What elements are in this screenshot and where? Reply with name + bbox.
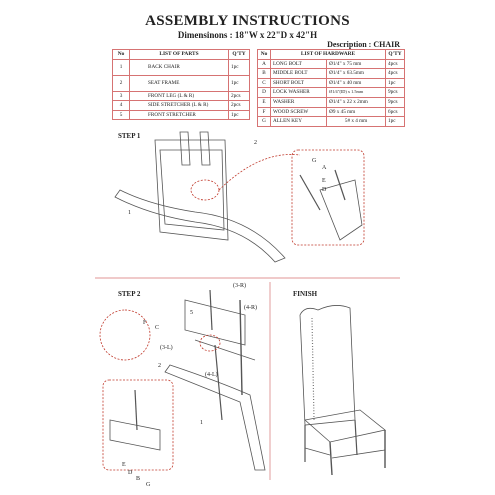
callout-4l: (4-L) [205, 372, 218, 378]
part-qty: 1pc [229, 75, 250, 91]
finish-chair-drawing [300, 305, 385, 475]
callout-1-step1: 1 [128, 210, 131, 216]
step1-chair-drawing [115, 132, 364, 262]
hardware-qty: 4pcs [386, 69, 405, 79]
hardware-qty: 1pc [386, 117, 405, 127]
part-qty: 1pc [229, 59, 250, 75]
part-name: FRONT LEG (L & R) [130, 91, 229, 101]
hardware-qty: 6pcs [386, 107, 405, 117]
step1-label: STEP 1 [118, 132, 141, 140]
part-no: 4 [113, 101, 130, 111]
hardware-spec: Ø1/4" x 40 mm [327, 78, 386, 88]
part-name: SEAT FRAME [130, 75, 229, 91]
hardware-no: A [258, 59, 271, 69]
part-name: SIDE STRETCHER (L & R) [130, 101, 229, 111]
hardware-qty: 9pcs [386, 88, 405, 98]
hardware-name: MIDDLE BOLT [271, 69, 327, 79]
step2-chair-drawing [100, 290, 265, 470]
parts-header-no: No [113, 50, 130, 60]
part-qty: 2pcs [229, 101, 250, 111]
hardware-header-name: LIST OF HARDWARE [271, 50, 386, 60]
part-no: 2 [113, 75, 130, 91]
part-no: 5 [113, 110, 130, 120]
step2-label: STEP 2 [118, 290, 141, 298]
part-no: 3 [113, 91, 130, 101]
callout-3r: (3-R) [233, 283, 246, 289]
callout-g-step2: G [146, 482, 151, 488]
hardware-name: LOCK WASHER [271, 88, 327, 98]
part-name: BACK CHAIR [130, 59, 229, 75]
part-no: 1 [113, 59, 130, 75]
parts-header-qty: Q'TY [229, 50, 250, 60]
finish-label: FINISH [293, 290, 318, 298]
hardware-no: B [258, 69, 271, 79]
part-qty: 2pcs [229, 91, 250, 101]
callout-e-step1: E [322, 178, 326, 184]
callout-a-step1: A [322, 165, 327, 171]
callout-b-step2: B [136, 476, 141, 482]
dimensions-text: Dimensinons : 18"W x 22"D x 42"H [177, 30, 318, 40]
description-text: Description : CHAIR [327, 40, 400, 49]
callout-g-step1: G [312, 158, 317, 164]
hardware-spec: Ø9 x 45 mm [327, 107, 386, 117]
callout-5: 5 [190, 310, 193, 316]
hardware-spec: Ø1/4"(ID) x 1.5mm [327, 88, 386, 98]
hardware-qty: 4pcs [386, 59, 405, 69]
callout-f: F [143, 320, 147, 326]
hardware-spec: 5# x 4 mm [327, 117, 386, 127]
hardware-name: WASHER [271, 97, 327, 107]
hardware-name: LONG BOLT [271, 59, 327, 69]
callout-1-step2: 1 [200, 420, 203, 426]
hardware-qty: 9pcs [386, 97, 405, 107]
hardware-qty: 1pc [386, 78, 405, 88]
callout-d-step1: D [322, 187, 327, 193]
hardware-spec: Ø1/4" x 75 mm [327, 59, 386, 69]
hardware-no: G [258, 117, 271, 127]
callout-2-step2: 2 [158, 363, 161, 369]
document-title: ASSEMBLY INSTRUCTIONS [145, 13, 350, 29]
hardware-spec: Ø1/4" x 22 x 2mm [327, 97, 386, 107]
hardware-name: ALLEN KEY [271, 117, 327, 127]
hardware-no: F [258, 107, 271, 117]
hardware-spec: Ø1/4" x 63.5mm [327, 69, 386, 79]
hardware-header-no: No [258, 50, 271, 60]
callout-3l: (3-L) [160, 345, 173, 351]
part-name: FRONT STRETCHER [130, 110, 229, 120]
callout-4r: (4-R) [244, 305, 257, 311]
parts-header-name: LIST OF PARTS [130, 50, 229, 60]
hardware-name: WOOD SCREW [271, 107, 327, 117]
hardware-no: D [258, 88, 271, 98]
hardware-no: E [258, 97, 271, 107]
part-qty: 1pc [229, 110, 250, 120]
callout-d-step2: D [128, 470, 133, 476]
hardware-header-qty: Q'TY [386, 50, 405, 60]
callout-2-step1: 2 [254, 140, 257, 146]
callout-e-step2: E [122, 462, 126, 468]
callout-c: C [155, 325, 160, 331]
hardware-name: SHORT BOLT [271, 78, 327, 88]
hardware-no: C [258, 78, 271, 88]
